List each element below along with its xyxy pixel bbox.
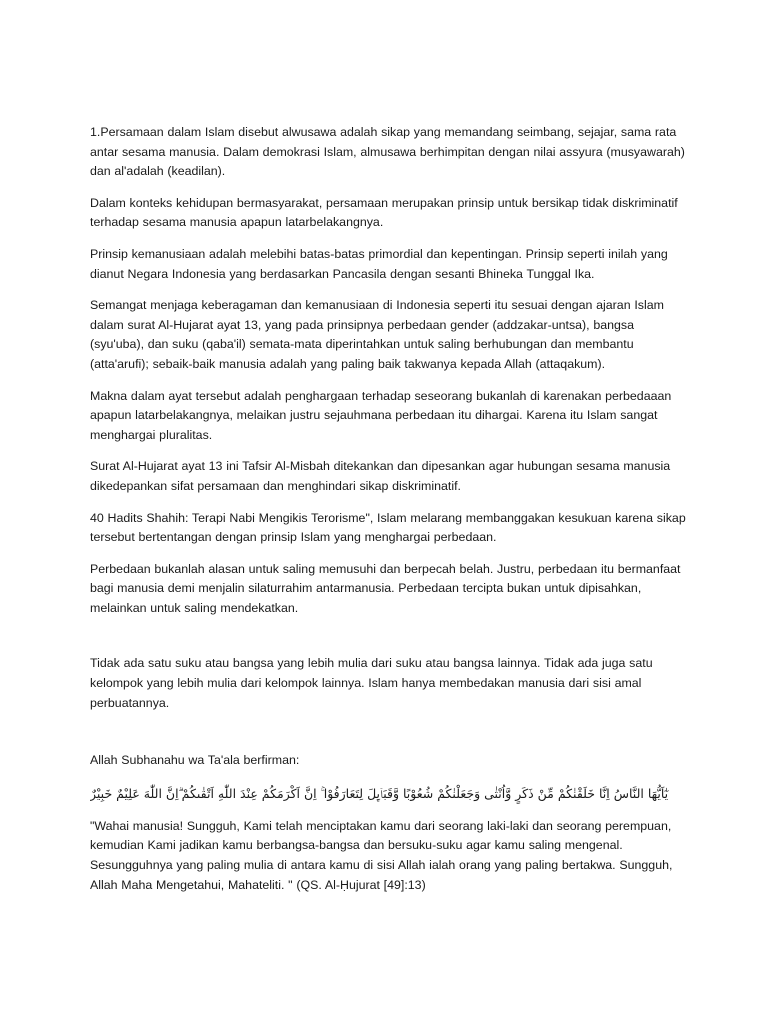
paragraph-konteks: Dalam konteks kehidupan bermasyarakat, persamaan merupakan prinsip untuk bersikap tidak diskriminatif terhadap sesama manusia apapun latarbelakangnya. [90, 195, 678, 230]
paragraph-makna: Makna dalam ayat tersebut adalah penghargaan terhadap seseorang bukanlah di karenakan perbedaaan apapun latarbelakangnya, melaikan justru sejauhmana perbedaan itu dihargai. Karena itu Islam sangat menghargai pluralitas. [90, 388, 672, 442]
paragraph-hadits: 40 Hadits Shahih: Terapi Nabi Mengikis Terorisme", Islam melarang membanggakan kesukuan karena sikap tersebut bertentangan dengan prinsip Islam yang menghargai perbedaan. [90, 510, 686, 545]
arabic-verse: يٰٓاَيُّهَا النَّاسُ اِنَّا خَلَقْنٰكُمْ مِّنْ ذَكَرٍ وَّاُنْثٰى وَجَعَلْنٰكُمْ شُعُوْبًا وَّقَبَاۤىِٕلَ لِتَعَارَفُوْا ۚ اِنَّ اَكْرَمَكُمْ عِنْدَ اللّٰهِ اَتْقٰىكُمْ ۗاِنَّ اللّٰهَ عَلِيْمٌ خَبِيْرٌ [90, 785, 669, 801]
verse-translation: "Wahai manusia! Sungguh, Kami telah menciptakan kamu dari seorang laki-laki dan seorang perempuan, kemudian Kami jadikan kamu berbangsa-bangsa dan bersuku-suku agar kamu saling mengenal. Sesungguhnya yang paling mulia di antara kamu di sisi Allah ialah orang yang paling bertakwa. Sungguh, Allah Maha Mengetahui, Mahateliti. " (QS. Al-Ḥujurat [49]:13) [90, 818, 673, 892]
document-body [90, 123, 690, 907]
paragraph-perbedaan: Perbedaan bukanlah alasan untuk saling memusuhi dan berpecah belah. Justru, perbedaan itu bermanfaat bagi manusia demi menjalin silaturrahim antarmanusia. Perbedaan tercipta bukan untuk dipisahkan, melainkan untuk saling mendekatkan. [90, 561, 681, 615]
paragraph-surat: Surat Al-Hujarat ayat 13 ini Tafsir Al-Misbah ditekankan dan dipesankan agar hubungan sesama manusia dikedepankan sifat persamaan dan menghindari sikap diskriminatif. [90, 459, 671, 493]
paragraph-persamaan: 1.Persamaan dalam Islam disebut alwusawa adalah sikap yang memandang seimbang, sejajar, sama rata antar sesama manusia. Dalam demokrasi Islam, almusawa berhimpitan dengan nilai assyura (musyawarah) dan al'adalah (keadilan). [90, 125, 685, 179]
paragraph-allah-berfirman: Allah Subhanahu wa Ta'ala berfirman: [90, 753, 300, 768]
paragraph-semangat: Semangat menjaga keberagaman dan kemanusiaan di Indonesia seperti itu sesuai dengan ajaran Islam dalam surat Al-Hujarat ayat 13, yang pada prinsipnya perbedaan gender (addzakar-untsa), bangsa (syu'uba), dan suku (qaba'il) semata-mata diperintahkan untuk saling berhubungan dan membantu (atta'arufi); sebaik-baik manusia adalah yang paling baik takwanya kepada Allah (attaqakum). [90, 298, 664, 371]
paragraph-prinsip: Prinsip kemanusiaan adalah melebihi batas-batas primordial dan kepentingan. Prinsip seperti inilah yang dianut Negara Indonesia yang berdasarkan Pancasila dengan sesanti Bhineka Tunggal Ika. [90, 246, 668, 281]
paragraph-tidak-ada: Tidak ada satu suku atau bangsa yang lebih mulia dari suku atau bangsa lainnya. Tidak ada juga satu kelompok yang lebih mulia dari kelompok lainnya. Islam hanya membedakan manusia dari sisi amal perbuatannya. [90, 656, 653, 710]
